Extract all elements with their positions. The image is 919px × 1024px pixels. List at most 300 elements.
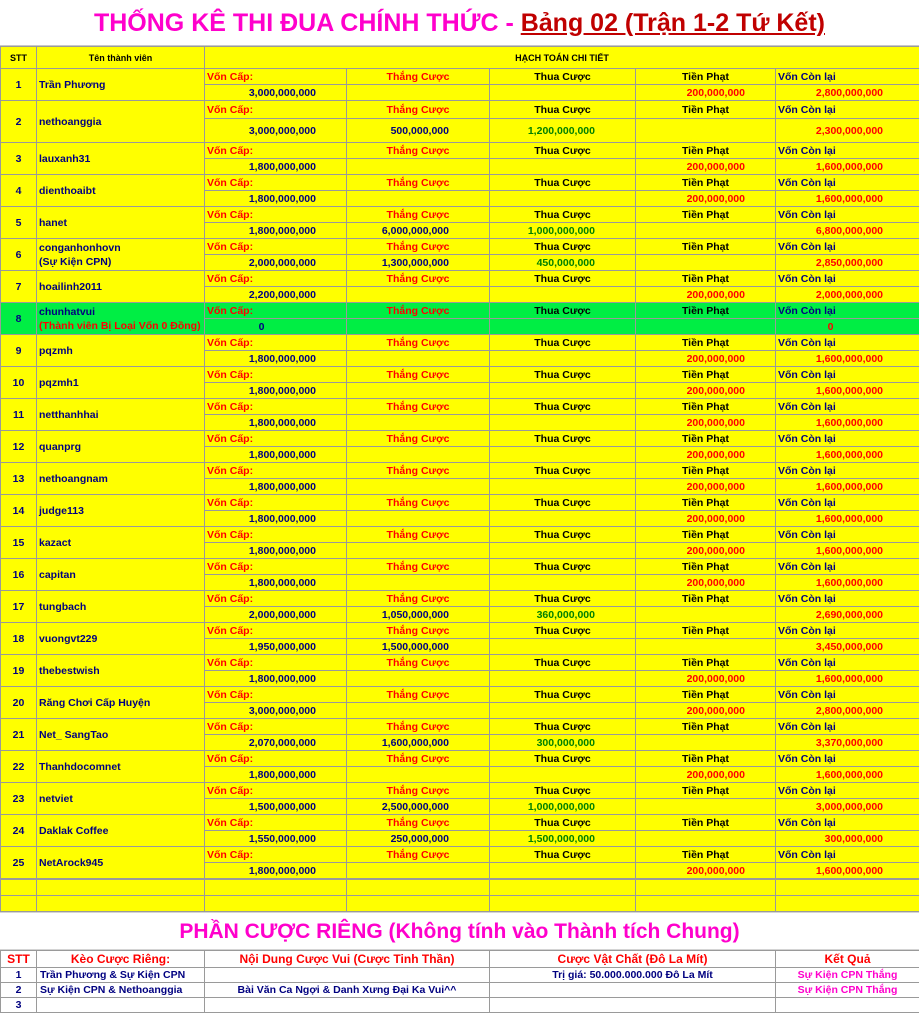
value-thua-cuoc: 1,000,000,000 (490, 799, 636, 815)
member-row[interactable] (1, 399, 919, 415)
label-von-con-lai: Vốn Còn lại (776, 175, 919, 191)
member-stt: 8 (1, 303, 37, 335)
label-tien-phat: Tiền Phạt (636, 239, 776, 255)
label-thua-cuoc: Thua Cược (490, 783, 636, 799)
value-tien-phat: 200,000,000 (636, 159, 776, 175)
private-row (1, 983, 919, 998)
member-row[interactable] (1, 431, 919, 447)
label-von-cap: Vốn Cấp: (205, 367, 347, 383)
member-name: Daklak Coffee (39, 824, 109, 837)
value-von-cap: 2,200,000,000 (205, 287, 347, 303)
value-von-con-lai: 3,000,000,000 (776, 799, 919, 815)
value-tien-phat: 200,000,000 (636, 415, 776, 431)
label-thang-cuoc: Thắng Cược (347, 399, 490, 415)
label-thang-cuoc: Thắng Cược (347, 623, 490, 639)
value-thang-cuoc (347, 447, 490, 463)
value-thang-cuoc: 1,600,000,000 (347, 735, 490, 751)
standings-table (0, 46, 919, 879)
value-von-cap: 1,800,000,000 (205, 415, 347, 431)
label-von-cap: Vốn Cấp: (205, 559, 347, 575)
label-von-cap: Vốn Cấp: (205, 271, 347, 287)
value-tien-phat: 200,000,000 (636, 191, 776, 207)
member-name: quanprg (39, 440, 81, 453)
member-row[interactable] (1, 143, 919, 159)
value-thua-cuoc: 1,000,000,000 (490, 223, 636, 239)
value-thua-cuoc (490, 639, 636, 655)
value-von-cap: 1,950,000,000 (205, 639, 347, 655)
value-tien-phat (636, 639, 776, 655)
label-thua-cuoc: Thua Cược (490, 495, 636, 511)
member-name-cell[interactable] (37, 239, 205, 271)
member-stt: 3 (1, 143, 37, 175)
value-von-cap: 2,000,000,000 (205, 255, 347, 271)
member-stt: 25 (1, 847, 37, 879)
label-thang-cuoc: Thắng Cược (347, 527, 490, 543)
member-name: capitan (39, 568, 76, 581)
value-thua-cuoc (490, 543, 636, 559)
label-tien-phat: Tiền Phạt (636, 303, 776, 319)
private-stt: 3 (1, 998, 37, 1013)
label-von-con-lai: Vốn Còn lại (776, 687, 919, 703)
label-von-cap: Vốn Cấp: (205, 527, 347, 543)
value-tien-phat: 200,000,000 (636, 575, 776, 591)
label-thua-cuoc: Thua Cược (490, 431, 636, 447)
member-name-cell[interactable] (37, 207, 205, 239)
private-header-keo: Kèo Cược Riêng: (37, 951, 205, 968)
member-row[interactable] (1, 303, 919, 319)
label-thua-cuoc: Thua Cược (490, 175, 636, 191)
private-noidung (205, 968, 490, 983)
value-von-cap: 1,800,000,000 (205, 479, 347, 495)
member-name-cell[interactable] (37, 143, 205, 175)
private-stt: 2 (1, 983, 37, 998)
label-thang-cuoc: Thắng Cược (347, 815, 490, 831)
value-tien-phat: 200,000,000 (636, 511, 776, 527)
label-tien-phat: Tiền Phạt (636, 847, 776, 863)
label-tien-phat: Tiền Phạt (636, 69, 776, 85)
member-name: tungbach (39, 600, 87, 613)
private-ketqua: Sự Kiện CPN Thắng (776, 983, 919, 998)
label-thang-cuoc: Thắng Cược (347, 239, 490, 255)
label-von-con-lai: Vốn Còn lại (776, 271, 919, 287)
member-row[interactable] (1, 495, 919, 511)
member-name-cell[interactable] (37, 495, 205, 527)
member-name-cell[interactable] (37, 431, 205, 463)
value-von-con-lai: 0 (776, 319, 919, 335)
label-von-con-lai: Vốn Còn lại (776, 463, 919, 479)
label-von-con-lai: Vốn Còn lại (776, 335, 919, 351)
member-name: Net_ SangTao (39, 728, 109, 741)
member-name-cell[interactable] (37, 623, 205, 655)
member-stt: 13 (1, 463, 37, 495)
value-tien-phat: 200,000,000 (636, 447, 776, 463)
private-vatchat (490, 998, 776, 1013)
value-von-con-lai: 2,300,000,000 (776, 119, 919, 143)
value-von-con-lai: 2,000,000,000 (776, 287, 919, 303)
label-thang-cuoc: Thắng Cược (347, 847, 490, 863)
member-name-cell[interactable] (37, 815, 205, 847)
label-thang-cuoc: Thắng Cược (347, 495, 490, 511)
member-stt: 15 (1, 527, 37, 559)
label-von-cap: Vốn Cấp: (205, 463, 347, 479)
value-thang-cuoc (347, 415, 490, 431)
label-von-cap: Vốn Cấp: (205, 207, 347, 223)
member-name: kazact (39, 536, 72, 549)
member-name-cell[interactable] (37, 399, 205, 431)
value-thang-cuoc (347, 575, 490, 591)
member-row[interactable] (1, 751, 919, 767)
label-thang-cuoc: Thắng Cược (347, 719, 490, 735)
value-von-con-lai: 1,600,000,000 (776, 863, 919, 879)
member-stt: 16 (1, 559, 37, 591)
member-stt: 4 (1, 175, 37, 207)
member-name-cell[interactable] (37, 591, 205, 623)
member-name-cell[interactable] (37, 847, 205, 879)
label-von-con-lai: Vốn Còn lại (776, 303, 919, 319)
member-row[interactable] (1, 271, 919, 287)
value-von-cap: 1,800,000,000 (205, 351, 347, 367)
value-thua-cuoc (490, 287, 636, 303)
value-von-con-lai: 1,600,000,000 (776, 479, 919, 495)
member-name: Răng Chơi Cấp Huyện (39, 696, 151, 709)
label-tien-phat: Tiền Phạt (636, 559, 776, 575)
label-tien-phat: Tiền Phạt (636, 719, 776, 735)
member-name-cell[interactable] (37, 527, 205, 559)
value-thang-cuoc (347, 479, 490, 495)
member-row[interactable] (1, 463, 919, 479)
label-thua-cuoc: Thua Cược (490, 463, 636, 479)
label-von-cap: Vốn Cấp: (205, 303, 347, 319)
table-header (1, 47, 919, 69)
label-thang-cuoc: Thắng Cược (347, 367, 490, 383)
value-von-con-lai: 1,600,000,000 (776, 543, 919, 559)
member-stt: 10 (1, 367, 37, 399)
label-thang-cuoc: Thắng Cược (347, 431, 490, 447)
value-thua-cuoc: 450,000,000 (490, 255, 636, 271)
label-von-cap: Vốn Cấp: (205, 687, 347, 703)
value-von-con-lai: 300,000,000 (776, 831, 919, 847)
value-thua-cuoc (490, 447, 636, 463)
member-name: pqzmh (39, 344, 73, 357)
private-stt: 1 (1, 968, 37, 983)
member-name: Thanhdocomnet (39, 760, 121, 773)
member-name-cell[interactable] (37, 303, 205, 335)
member-row[interactable] (1, 367, 919, 383)
member-name-cell[interactable] (37, 783, 205, 815)
member-name-cell[interactable] (37, 271, 205, 303)
value-thua-cuoc (490, 863, 636, 879)
value-thang-cuoc: 1,050,000,000 (347, 607, 490, 623)
member-row[interactable] (1, 655, 919, 671)
member-note: (Sự Kiện CPN) (39, 255, 112, 268)
label-thang-cuoc: Thắng Cược (347, 751, 490, 767)
private-header-noidung: Nội Dung Cược Vui (Cược Tinh Thần) (205, 951, 490, 968)
member-stt: 20 (1, 687, 37, 719)
value-thua-cuoc: 1,500,000,000 (490, 831, 636, 847)
member-stt: 11 (1, 399, 37, 431)
member-name: lauxanh31 (39, 152, 91, 165)
private-header (1, 951, 919, 968)
member-row[interactable] (1, 207, 919, 223)
member-name-cell[interactable] (37, 719, 205, 751)
member-row[interactable] (1, 527, 919, 543)
value-von-cap: 1,800,000,000 (205, 383, 347, 399)
header-stt: STT (1, 47, 37, 69)
label-thua-cuoc: Thua Cược (490, 815, 636, 831)
value-tien-phat: 200,000,000 (636, 383, 776, 399)
label-von-con-lai: Vốn Còn lại (776, 367, 919, 383)
private-header-vatchat: Cược Vật Chất (Đô La Mít) (490, 951, 776, 968)
label-tien-phat: Tiền Phạt (636, 783, 776, 799)
member-name-cell[interactable] (37, 101, 205, 143)
member-name: Trần Phương (39, 78, 106, 91)
value-tien-phat: 200,000,000 (636, 287, 776, 303)
member-row[interactable] (1, 783, 919, 799)
label-thang-cuoc: Thắng Cược (347, 335, 490, 351)
label-thua-cuoc: Thua Cược (490, 847, 636, 863)
member-row[interactable] (1, 591, 919, 607)
value-thang-cuoc (347, 319, 490, 335)
value-tien-phat (636, 831, 776, 847)
label-von-cap: Vốn Cấp: (205, 239, 347, 255)
member-row[interactable] (1, 623, 919, 639)
value-von-cap: 1,800,000,000 (205, 191, 347, 207)
private-vatchat (490, 983, 776, 998)
value-thang-cuoc: 6,000,000,000 (347, 223, 490, 239)
label-von-con-lai: Vốn Còn lại (776, 559, 919, 575)
member-name-cell[interactable] (37, 687, 205, 719)
value-von-cap: 1,800,000,000 (205, 543, 347, 559)
private-vatchat: Trị giá: 50.000.000.000 Đô La Mít (490, 968, 776, 983)
value-tien-phat (636, 607, 776, 623)
value-thang-cuoc (347, 159, 490, 175)
value-von-cap: 0 (205, 319, 347, 335)
private-section-title: PHẦN CƯỢC RIÊNG (Không tính vào Thành tích Chung) (0, 912, 919, 950)
value-von-cap: 1,800,000,000 (205, 575, 347, 591)
value-thang-cuoc (347, 511, 490, 527)
value-von-cap: 1,800,000,000 (205, 511, 347, 527)
value-von-cap: 1,800,000,000 (205, 159, 347, 175)
header-detail: HẠCH TOÁN CHI TIẾT (205, 47, 919, 69)
label-tien-phat: Tiền Phạt (636, 527, 776, 543)
member-name: nethoangnam (39, 472, 108, 485)
value-von-cap: 2,000,000,000 (205, 607, 347, 623)
value-tien-phat: 200,000,000 (636, 863, 776, 879)
value-tien-phat (636, 223, 776, 239)
label-thua-cuoc: Thua Cược (490, 399, 636, 415)
value-thang-cuoc: 1,300,000,000 (347, 255, 490, 271)
member-row[interactable] (1, 239, 919, 255)
value-von-cap: 1,800,000,000 (205, 863, 347, 879)
label-von-con-lai: Vốn Còn lại (776, 527, 919, 543)
value-von-con-lai: 1,600,000,000 (776, 351, 919, 367)
label-thua-cuoc: Thua Cược (490, 527, 636, 543)
label-von-con-lai: Vốn Còn lại (776, 399, 919, 415)
value-thua-cuoc (490, 85, 636, 101)
value-tien-phat: 200,000,000 (636, 351, 776, 367)
label-thua-cuoc: Thua Cược (490, 655, 636, 671)
member-name-cell[interactable] (37, 751, 205, 783)
header-member: Tên thành viên (37, 47, 205, 69)
value-thua-cuoc (490, 319, 636, 335)
value-thua-cuoc (490, 511, 636, 527)
private-header-stt: STT (1, 951, 37, 968)
value-thang-cuoc (347, 671, 490, 687)
member-stt: 5 (1, 207, 37, 239)
private-bets-table (0, 950, 919, 1013)
label-von-cap: Vốn Cấp: (205, 815, 347, 831)
label-thua-cuoc: Thua Cược (490, 143, 636, 159)
member-row[interactable] (1, 815, 919, 831)
value-thua-cuoc: 1,200,000,000 (490, 119, 636, 143)
label-thua-cuoc: Thua Cược (490, 101, 636, 119)
value-von-con-lai: 1,600,000,000 (776, 767, 919, 783)
member-stt: 24 (1, 815, 37, 847)
value-thua-cuoc (490, 351, 636, 367)
member-row[interactable] (1, 101, 919, 119)
member-row[interactable] (1, 175, 919, 191)
label-thua-cuoc: Thua Cược (490, 367, 636, 383)
label-thang-cuoc: Thắng Cược (347, 69, 490, 85)
label-von-con-lai: Vốn Còn lại (776, 143, 919, 159)
value-von-con-lai: 1,600,000,000 (776, 159, 919, 175)
member-name: conganhonhovn (39, 241, 121, 254)
label-thang-cuoc: Thắng Cược (347, 271, 490, 287)
value-thua-cuoc (490, 383, 636, 399)
private-row (1, 968, 919, 983)
value-von-con-lai: 1,600,000,000 (776, 575, 919, 591)
member-name-cell[interactable] (37, 69, 205, 101)
value-thang-cuoc (347, 703, 490, 719)
member-stt: 22 (1, 751, 37, 783)
value-tien-phat: 200,000,000 (636, 767, 776, 783)
value-thang-cuoc (347, 287, 490, 303)
label-thua-cuoc: Thua Cược (490, 69, 636, 85)
label-thua-cuoc: Thua Cược (490, 303, 636, 319)
member-name-cell[interactable] (37, 335, 205, 367)
member-name: vuongvt229 (39, 632, 98, 645)
value-von-con-lai: 2,690,000,000 (776, 607, 919, 623)
value-thang-cuoc (347, 543, 490, 559)
label-thang-cuoc: Thắng Cược (347, 303, 490, 319)
label-thang-cuoc: Thắng Cược (347, 207, 490, 223)
label-tien-phat: Tiền Phạt (636, 815, 776, 831)
value-von-con-lai: 1,600,000,000 (776, 191, 919, 207)
value-von-cap: 3,000,000,000 (205, 703, 347, 719)
label-von-con-lai: Vốn Còn lại (776, 623, 919, 639)
label-von-con-lai: Vốn Còn lại (776, 751, 919, 767)
value-thua-cuoc (490, 415, 636, 431)
member-stt: 7 (1, 271, 37, 303)
private-keo (37, 998, 205, 1013)
label-tien-phat: Tiền Phạt (636, 463, 776, 479)
value-tien-phat: 200,000,000 (636, 543, 776, 559)
value-thang-cuoc: 2,500,000,000 (347, 799, 490, 815)
member-name: judge113 (39, 504, 84, 517)
member-row[interactable] (1, 335, 919, 351)
member-name-cell[interactable] (37, 463, 205, 495)
member-name: pqzmh1 (39, 376, 79, 389)
value-von-con-lai: 3,370,000,000 (776, 735, 919, 751)
member-stt: 9 (1, 335, 37, 367)
member-name-cell[interactable] (37, 559, 205, 591)
member-stt: 2 (1, 101, 37, 143)
label-thang-cuoc: Thắng Cược (347, 101, 490, 119)
label-tien-phat: Tiền Phạt (636, 623, 776, 639)
private-keo: Sự Kiện CPN & Nethoanggia (37, 983, 205, 998)
member-stt: 6 (1, 239, 37, 271)
label-von-cap: Vốn Cấp: (205, 69, 347, 85)
member-name: dienthoaibt (39, 184, 96, 197)
label-von-con-lai: Vốn Còn lại (776, 101, 919, 119)
member-name-cell[interactable] (37, 655, 205, 687)
member-name-cell[interactable] (37, 175, 205, 207)
value-tien-phat (636, 735, 776, 751)
value-von-con-lai: 2,850,000,000 (776, 255, 919, 271)
label-tien-phat: Tiền Phạt (636, 335, 776, 351)
member-name: netviet (39, 792, 73, 805)
label-von-con-lai: Vốn Còn lại (776, 655, 919, 671)
label-thua-cuoc: Thua Cược (490, 271, 636, 287)
value-tien-phat (636, 119, 776, 143)
member-name: hoailinh2011 (39, 280, 103, 293)
value-thang-cuoc (347, 863, 490, 879)
member-name-cell[interactable] (37, 367, 205, 399)
value-von-con-lai: 2,800,000,000 (776, 703, 919, 719)
label-tien-phat: Tiền Phạt (636, 175, 776, 191)
member-row[interactable] (1, 69, 919, 85)
value-thua-cuoc: 300,000,000 (490, 735, 636, 751)
member-stt: 12 (1, 431, 37, 463)
member-stt: 18 (1, 623, 37, 655)
value-von-cap: 1,800,000,000 (205, 223, 347, 239)
label-von-con-lai: Vốn Còn lại (776, 431, 919, 447)
label-von-cap: Vốn Cấp: (205, 783, 347, 799)
title-main: THỐNG KÊ THI ĐUA CHÍNH THỨC - (93, 9, 521, 37)
member-name: chunhatvui (39, 305, 96, 318)
private-noidung (205, 998, 490, 1013)
member-stt: 1 (1, 69, 37, 101)
member-row[interactable] (1, 687, 919, 703)
member-name: nethoanggia (39, 115, 102, 128)
value-thua-cuoc (490, 671, 636, 687)
value-tien-phat (636, 799, 776, 815)
member-row[interactable] (1, 559, 919, 575)
label-von-con-lai: Vốn Còn lại (776, 239, 919, 255)
label-tien-phat: Tiền Phạt (636, 399, 776, 415)
label-von-con-lai: Vốn Còn lại (776, 719, 919, 735)
label-tien-phat: Tiền Phạt (636, 207, 776, 223)
value-thua-cuoc (490, 703, 636, 719)
member-row[interactable] (1, 847, 919, 863)
label-tien-phat: Tiền Phạt (636, 655, 776, 671)
value-thua-cuoc (490, 479, 636, 495)
value-von-con-lai: 1,600,000,000 (776, 383, 919, 399)
member-stt: 19 (1, 655, 37, 687)
label-von-cap: Vốn Cấp: (205, 751, 347, 767)
member-name: thebestwish (39, 664, 100, 677)
value-von-cap: 2,070,000,000 (205, 735, 347, 751)
member-stt: 14 (1, 495, 37, 527)
label-thua-cuoc: Thua Cược (490, 239, 636, 255)
label-thang-cuoc: Thắng Cược (347, 559, 490, 575)
value-thang-cuoc: 500,000,000 (347, 119, 490, 143)
value-von-con-lai: 1,600,000,000 (776, 447, 919, 463)
member-stt: 21 (1, 719, 37, 751)
value-von-cap: 1,500,000,000 (205, 799, 347, 815)
member-row[interactable] (1, 719, 919, 735)
member-name: NetArock945 (39, 856, 104, 869)
